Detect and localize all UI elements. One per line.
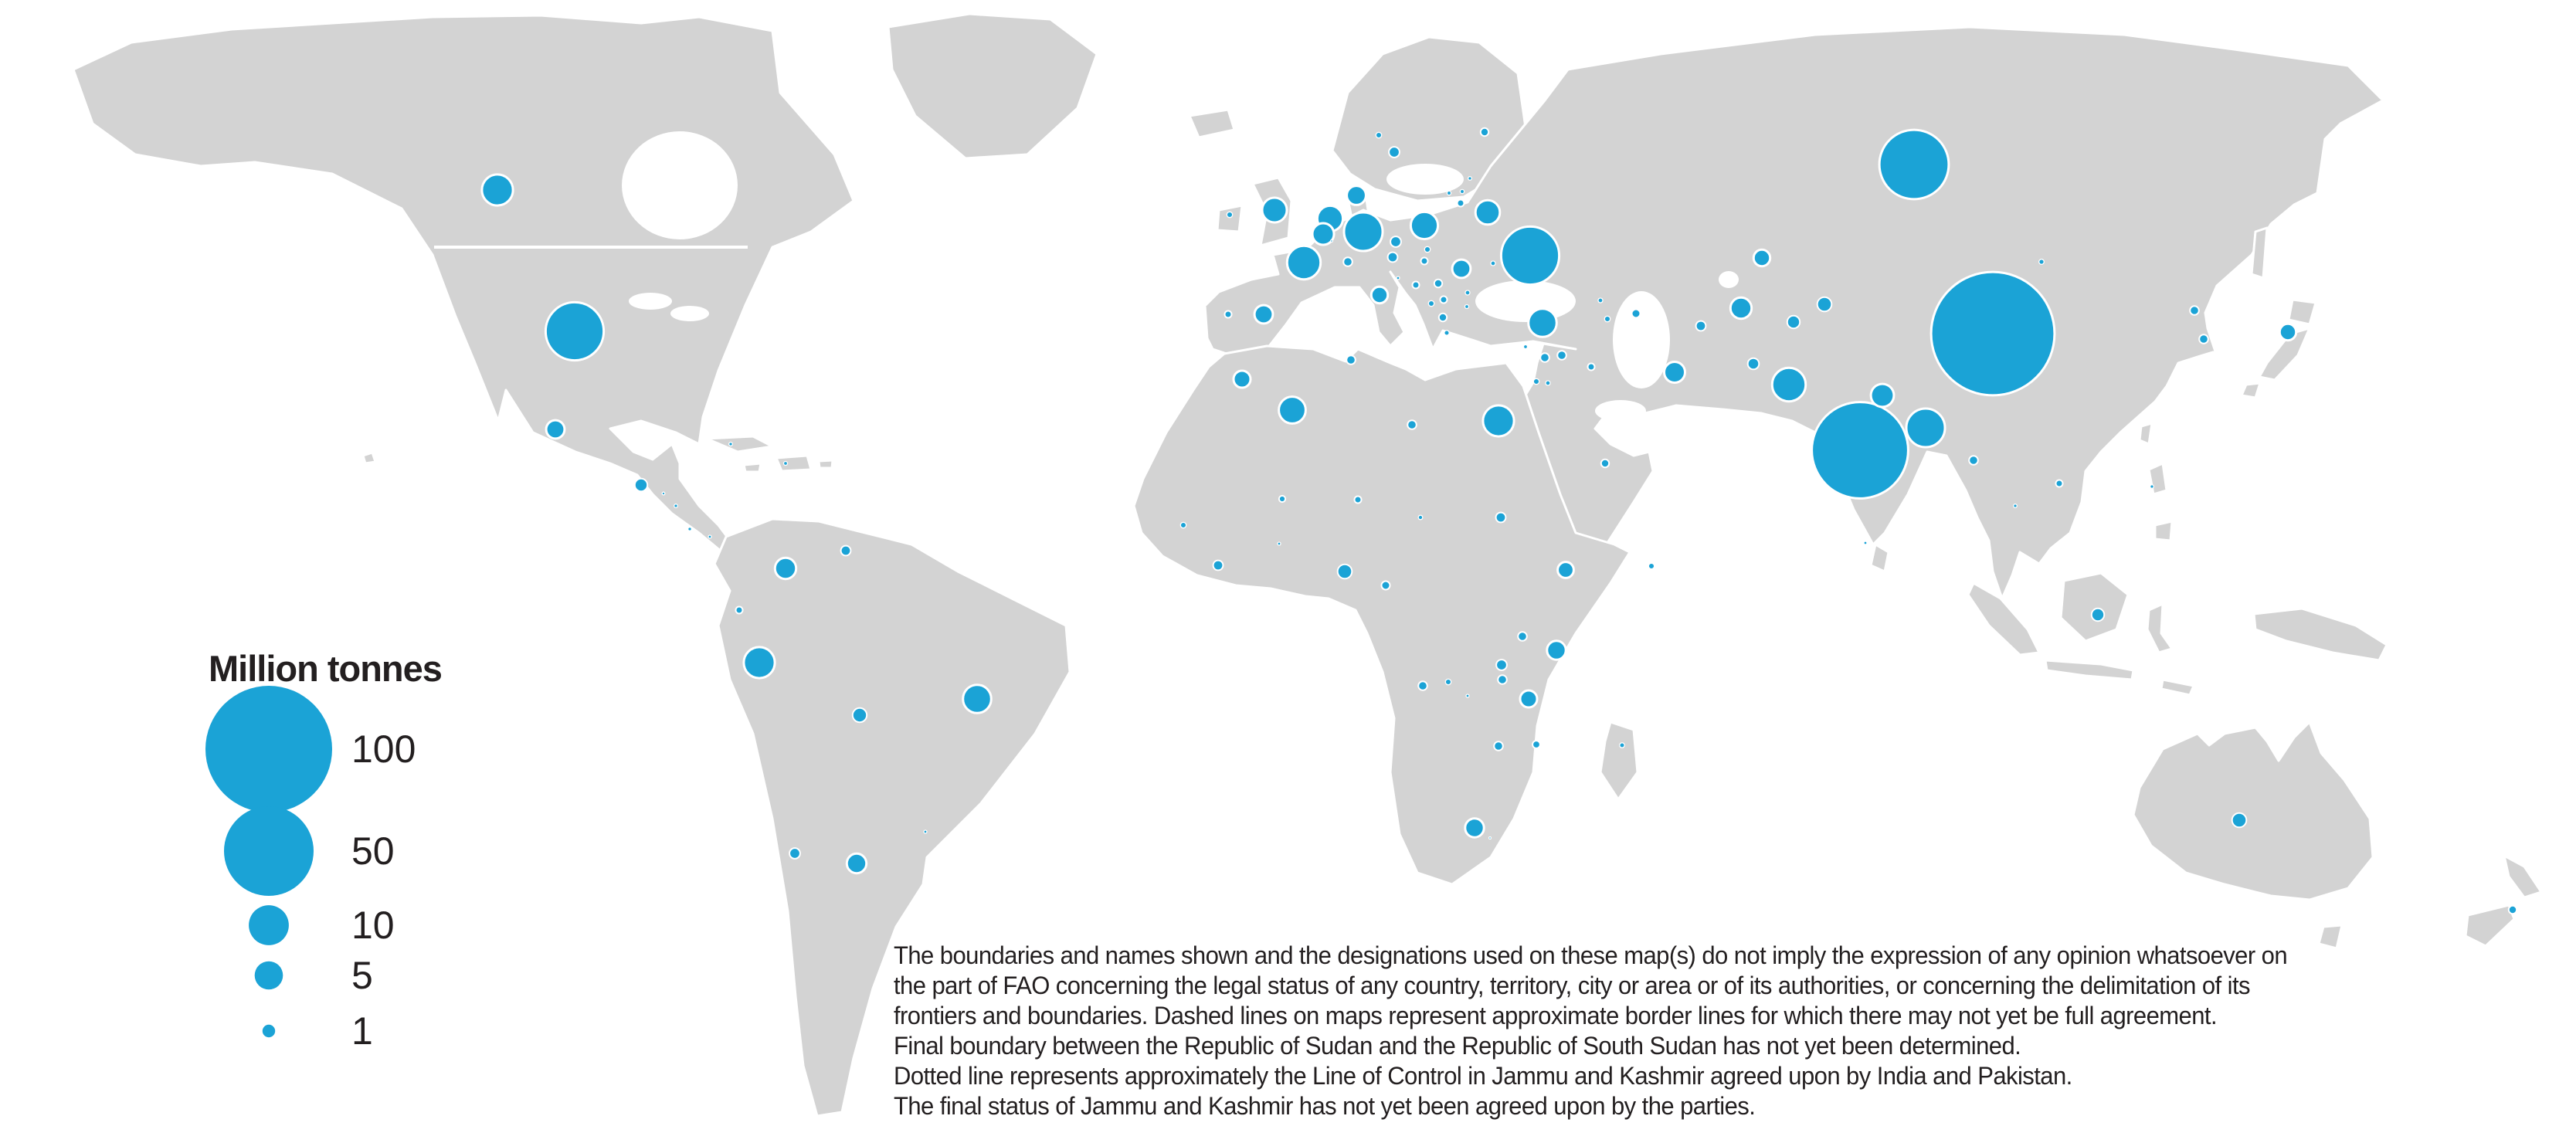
country-bubble <box>1620 743 1624 748</box>
country-bubble <box>1906 409 1945 447</box>
country-bubble <box>1278 542 1281 545</box>
country-bubble <box>1343 257 1352 266</box>
country-bubble <box>1213 561 1224 571</box>
country-bubble <box>2056 480 2063 487</box>
landmass-iceland <box>1190 110 1234 137</box>
country-bubble <box>545 302 603 360</box>
country-bubble <box>736 607 743 614</box>
legend-circle <box>255 962 283 990</box>
country-bubble <box>1389 147 1400 158</box>
aral-sea <box>1719 271 1739 288</box>
country-bubble <box>1772 368 1805 401</box>
country-bubble <box>1262 198 1287 222</box>
country-bubble <box>1496 660 1507 670</box>
country-bubble <box>1410 212 1437 239</box>
country-bubble <box>1428 300 1434 306</box>
country-bubble <box>1748 358 1760 370</box>
disclaimer-line: Final boundary between the Republic of Sudan and the Republic of South Sudan has not yet been determined. <box>894 1032 2021 1060</box>
country-bubble <box>1465 819 1484 837</box>
landmass-ireland <box>1217 205 1242 232</box>
country-bubble <box>1787 316 1800 328</box>
country-bubble <box>1501 226 1559 284</box>
country-bubble <box>1466 694 1469 697</box>
country-bubble <box>1444 331 1449 335</box>
country-bubble <box>841 546 851 556</box>
country-bubble <box>1338 565 1352 579</box>
map-disclaimer <box>894 941 2430 1121</box>
landmass-jamaica <box>744 463 761 472</box>
country-bubble <box>1355 497 1362 504</box>
country-bubble <box>1547 641 1566 660</box>
country-bubble <box>1279 397 1306 424</box>
country-bubble <box>1601 460 1609 467</box>
legend-circles <box>205 686 416 1053</box>
country-bubble <box>1494 741 1503 751</box>
country-bubble <box>546 420 565 439</box>
caspian-sea <box>1613 291 1670 388</box>
country-bubble <box>1388 253 1398 263</box>
country-bubble <box>1287 246 1320 279</box>
landmass-puerto-rico <box>819 460 833 468</box>
landmass-mindanao <box>2155 521 2172 541</box>
country-bubble <box>1460 189 1464 193</box>
country-bubble <box>1424 246 1430 252</box>
country-bubble <box>2279 324 2296 340</box>
legend-circle <box>205 686 332 812</box>
country-bubble <box>1441 297 1448 304</box>
country-bubble <box>688 527 692 531</box>
country-bubble <box>1817 297 1832 312</box>
legend-circle <box>263 1025 275 1037</box>
landmass-hispaniola <box>776 456 811 471</box>
country-bubble <box>1331 240 1333 242</box>
hudson-bay <box>622 131 738 239</box>
country-bubble <box>2039 259 2045 265</box>
country-bubble <box>1648 563 1654 568</box>
country-bubble <box>853 708 867 722</box>
country-bubble <box>1598 298 1603 303</box>
country-bubble <box>729 443 733 446</box>
disclaimer-line: Dotted line represents approximately the Line of Control in Jammu and Kashmir agreed upon by India and Pakistan. <box>894 1062 2072 1090</box>
country-bubble <box>963 685 992 714</box>
country-bubble <box>1481 128 1488 136</box>
country-bubble <box>1879 130 1949 199</box>
baltic-sea <box>1386 164 1464 195</box>
country-bubble <box>662 492 665 495</box>
landmass-hokkaido <box>2289 300 2316 324</box>
country-bubble <box>1540 353 1549 362</box>
country-bubble <box>1812 402 1909 499</box>
country-bubble <box>1180 522 1186 527</box>
landmass-greenland <box>888 14 1097 158</box>
country-bubble <box>2509 906 2517 914</box>
landmass-new-zealand-south <box>2466 905 2514 946</box>
country-bubble <box>1665 362 1685 383</box>
country-bubble <box>1413 282 1420 289</box>
country-bubble <box>1465 305 1469 309</box>
country-bubble <box>1491 261 1495 266</box>
country-bubble <box>1447 191 1451 195</box>
disclaimer-line: frontiers and boundaries. Dashed lines on maps represent approximate border lines for which there may not yet be full agreement. <box>894 1002 2218 1029</box>
legend-value-label: 100 <box>351 727 416 771</box>
persian-gulf <box>1595 400 1646 422</box>
legend-value-label: 10 <box>351 904 395 947</box>
landmass-borneo <box>2061 573 2128 641</box>
country-bubble <box>1397 276 1400 280</box>
country-bubble <box>674 504 678 508</box>
country-bubble <box>2199 334 2208 344</box>
landmass-madagascar <box>1600 722 1638 799</box>
legend-circle <box>224 806 314 896</box>
legend-value-label: 5 <box>351 954 373 997</box>
landmass-new-guinea <box>2254 609 2387 660</box>
country-bubble <box>1520 690 1537 707</box>
great-lake-west <box>629 293 672 310</box>
country-bubble <box>708 535 711 538</box>
country-bubble <box>847 853 866 873</box>
country-bubble <box>1458 200 1464 207</box>
landmass-north-america <box>73 15 854 552</box>
legend-title: Million tonnes <box>209 648 442 689</box>
country-bubble <box>1434 280 1442 287</box>
country-bubble <box>1864 541 1867 544</box>
country-bubble <box>1871 384 1894 407</box>
country-bubble <box>1730 297 1751 318</box>
country-bubble <box>924 830 927 833</box>
country-bubble <box>1465 290 1470 295</box>
landmass-luzon <box>2149 463 2167 494</box>
country-bubble <box>1483 405 1514 436</box>
country-bubble <box>1753 249 1770 266</box>
country-bubble <box>744 647 775 678</box>
country-bubble <box>1969 456 1978 465</box>
country-bubble <box>1468 177 1472 181</box>
legend-value-label: 50 <box>351 829 395 873</box>
landmass-java <box>2045 660 2133 680</box>
country-bubble <box>1346 355 1356 365</box>
legend-circle <box>249 905 289 945</box>
country-bubble <box>635 479 647 491</box>
country-bubble <box>1371 287 1387 303</box>
landmass-taiwan <box>2140 423 2152 444</box>
country-bubble <box>1421 258 1428 265</box>
country-bubble <box>1390 236 1401 247</box>
disclaimer-line: The final status of Jammu and Kashmir has not yet been agreed upon by the parties. <box>894 1092 1756 1120</box>
country-bubble <box>1452 259 1471 278</box>
country-bubble <box>775 558 796 578</box>
country-bubble <box>1557 351 1566 360</box>
country-bubble <box>1632 310 1641 318</box>
landmass-kyushu <box>2242 383 2260 398</box>
country-bubble <box>482 175 513 205</box>
country-bubble <box>1418 681 1427 690</box>
country-bubble <box>1588 364 1595 371</box>
country-bubble <box>1489 837 1492 839</box>
great-lake-east <box>670 306 709 321</box>
country-bubble <box>2014 504 2018 508</box>
country-bubble <box>1496 513 1506 523</box>
country-bubble <box>2232 813 2247 828</box>
landmass-sri-lanka <box>1871 544 1889 571</box>
country-bubble <box>1225 311 1232 318</box>
country-bubble <box>1418 515 1423 520</box>
country-bubble <box>1407 420 1417 429</box>
country-bubble <box>2190 306 2199 315</box>
landmass-hawaii <box>363 453 375 463</box>
country-bubble <box>1524 345 1528 349</box>
country-bubble <box>1234 371 1251 388</box>
country-bubble <box>1227 212 1232 217</box>
black-sea <box>1475 280 1576 322</box>
disclaimer-line: The boundaries and names shown and the designations used on these map(s) do not imply the expression of any opinion whatsoever on <box>894 941 2288 969</box>
legend-value-label: 1 <box>351 1009 373 1053</box>
landmass-sulawesi <box>2147 604 2172 653</box>
country-bubble <box>1445 679 1451 684</box>
landmass-timor <box>2161 680 2194 695</box>
country-bubble <box>2092 609 2104 621</box>
country-bubble <box>1529 309 1557 337</box>
landmass-australia <box>2133 722 2373 900</box>
country-bubble <box>1604 316 1610 321</box>
country-bubble <box>1546 381 1550 385</box>
country-bubble <box>1931 272 2055 395</box>
country-bubble <box>1518 632 1527 641</box>
country-bubble <box>789 848 800 859</box>
country-bubble <box>1558 562 1574 578</box>
country-bubble <box>1254 305 1273 324</box>
country-bubble <box>1344 212 1383 251</box>
country-bubble <box>1382 582 1390 590</box>
landmass-new-zealand-north <box>2504 856 2541 897</box>
country-bubble <box>1696 321 1706 331</box>
country-bubble <box>1439 314 1447 321</box>
country-bubble <box>784 462 788 466</box>
disclaimer-line: the part of FAO concerning the legal status of any country, territory, city or area or of its authorities, or concerning the delimitation of its <box>894 972 2250 999</box>
country-bubble <box>1533 378 1539 384</box>
country-bubble <box>1347 186 1366 205</box>
country-bubble <box>1279 496 1285 502</box>
country-bubble <box>1532 741 1540 748</box>
country-bubble <box>1498 675 1507 684</box>
country-bubble <box>2150 485 2154 489</box>
country-bubble <box>1376 132 1381 137</box>
landmass-cuba <box>707 436 772 452</box>
country-bubble <box>1475 200 1500 225</box>
